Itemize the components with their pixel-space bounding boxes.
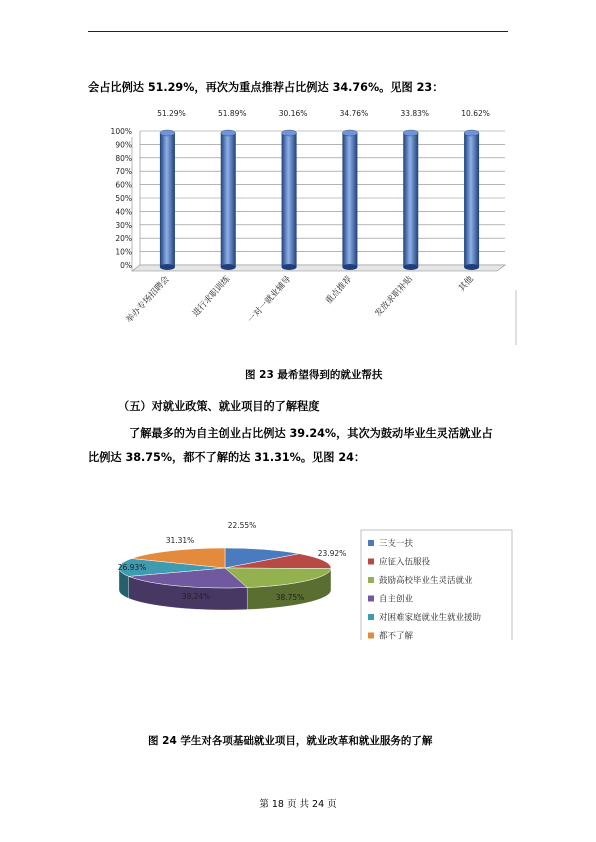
x-tick-label: 进行求职训练 xyxy=(190,274,233,319)
legend-swatch xyxy=(368,559,374,565)
bar-top xyxy=(342,130,357,136)
legend-label: 都不了解 xyxy=(379,631,414,640)
bar-top xyxy=(464,130,479,136)
pie-chart xyxy=(100,520,520,640)
y-tick-label: 30% xyxy=(115,220,132,230)
legend-swatch xyxy=(368,540,374,546)
figure-24-caption: 图 24 学生对各项基础就业项目，就业改革和就业服务的了解 xyxy=(148,735,433,747)
y-tick-label: 70% xyxy=(115,167,132,177)
y-tick-label: 90% xyxy=(115,140,132,150)
bar-chart xyxy=(100,100,520,345)
data-label: 10.62% xyxy=(461,109,490,118)
x-tick-label: 一对一就业辅导 xyxy=(246,274,294,326)
legend-swatch xyxy=(368,614,374,620)
legend xyxy=(361,530,512,640)
data-label: 51.89% xyxy=(217,109,247,118)
data-label: 26.93% xyxy=(117,563,147,572)
y-tick-label: 100% xyxy=(110,127,132,136)
page-footer: 第 18 页 共 24 页 xyxy=(259,799,337,810)
y-tick-label: 10% xyxy=(115,247,132,257)
bar-base xyxy=(403,264,418,270)
y-tick-label: 20% xyxy=(115,234,132,244)
x-tick-label: 其他 xyxy=(456,274,476,294)
bar xyxy=(464,133,479,267)
y-tick-label: 60% xyxy=(115,180,132,190)
section-heading: （五）对就业政策、就业项目的了解程度 xyxy=(118,400,320,413)
bar-base xyxy=(282,264,297,270)
bar xyxy=(282,133,297,267)
data-label: 31.31% xyxy=(165,536,195,545)
paragraph-line: 会占比例达 51.29%，再次为重点推荐占比例达 34.76%。见图 23： xyxy=(88,81,444,94)
data-label: 38.75% xyxy=(275,593,305,602)
bar xyxy=(342,133,357,267)
legend-label: 三支一扶 xyxy=(379,539,414,549)
y-tick-label: 80% xyxy=(115,153,132,163)
figure-23-caption: 图 23 最希望得到的就业帮扶 xyxy=(245,369,383,381)
data-label: 34.76% xyxy=(339,109,369,118)
legend-swatch xyxy=(368,633,374,639)
bar-top xyxy=(403,130,418,136)
bar xyxy=(403,133,418,267)
legend-label: 鼓励高校毕业生灵活就业 xyxy=(379,576,473,586)
bar-base xyxy=(160,264,175,270)
legend-swatch xyxy=(368,577,374,583)
x-tick-label: 举办专场招聘会 xyxy=(124,274,172,326)
chart-floor xyxy=(132,265,505,271)
y-tick-label: 50% xyxy=(115,194,132,203)
y-tick-label: 40% xyxy=(115,207,132,217)
bar xyxy=(160,133,175,267)
legend-label: 应征入伍服役 xyxy=(379,557,431,568)
data-label: 23.92% xyxy=(317,549,347,558)
data-label: 33.83% xyxy=(400,109,430,118)
data-label: 39.24% xyxy=(181,592,211,601)
header-rule xyxy=(88,31,508,32)
data-label: 51.29% xyxy=(157,109,186,118)
bar-base xyxy=(464,264,479,270)
legend-label: 对困难家庭就业生就业援助 xyxy=(379,613,482,623)
paragraph-line: 比例达 38.75%，都不了解的达 31.31%。见图 24： xyxy=(88,451,366,464)
paragraph-line: 了解最多的为自主创业占比例达 39.24%，其次为鼓动毕业生灵活就业占 xyxy=(129,427,493,440)
legend-label: 自主创业 xyxy=(379,594,414,605)
x-tick-label: 发放求职补贴 xyxy=(373,274,415,319)
legend-swatch xyxy=(368,596,374,602)
bar xyxy=(221,133,236,267)
bar-top xyxy=(221,130,236,136)
bar-base xyxy=(342,264,357,270)
y-tick-label: 0% xyxy=(120,261,132,270)
data-label: 30.16% xyxy=(278,109,308,118)
bar-top xyxy=(282,130,297,136)
bar-base xyxy=(221,264,236,270)
data-label: 22.55% xyxy=(227,521,257,530)
x-tick-label: 重点推荐 xyxy=(323,274,355,307)
bar-top xyxy=(160,130,175,136)
